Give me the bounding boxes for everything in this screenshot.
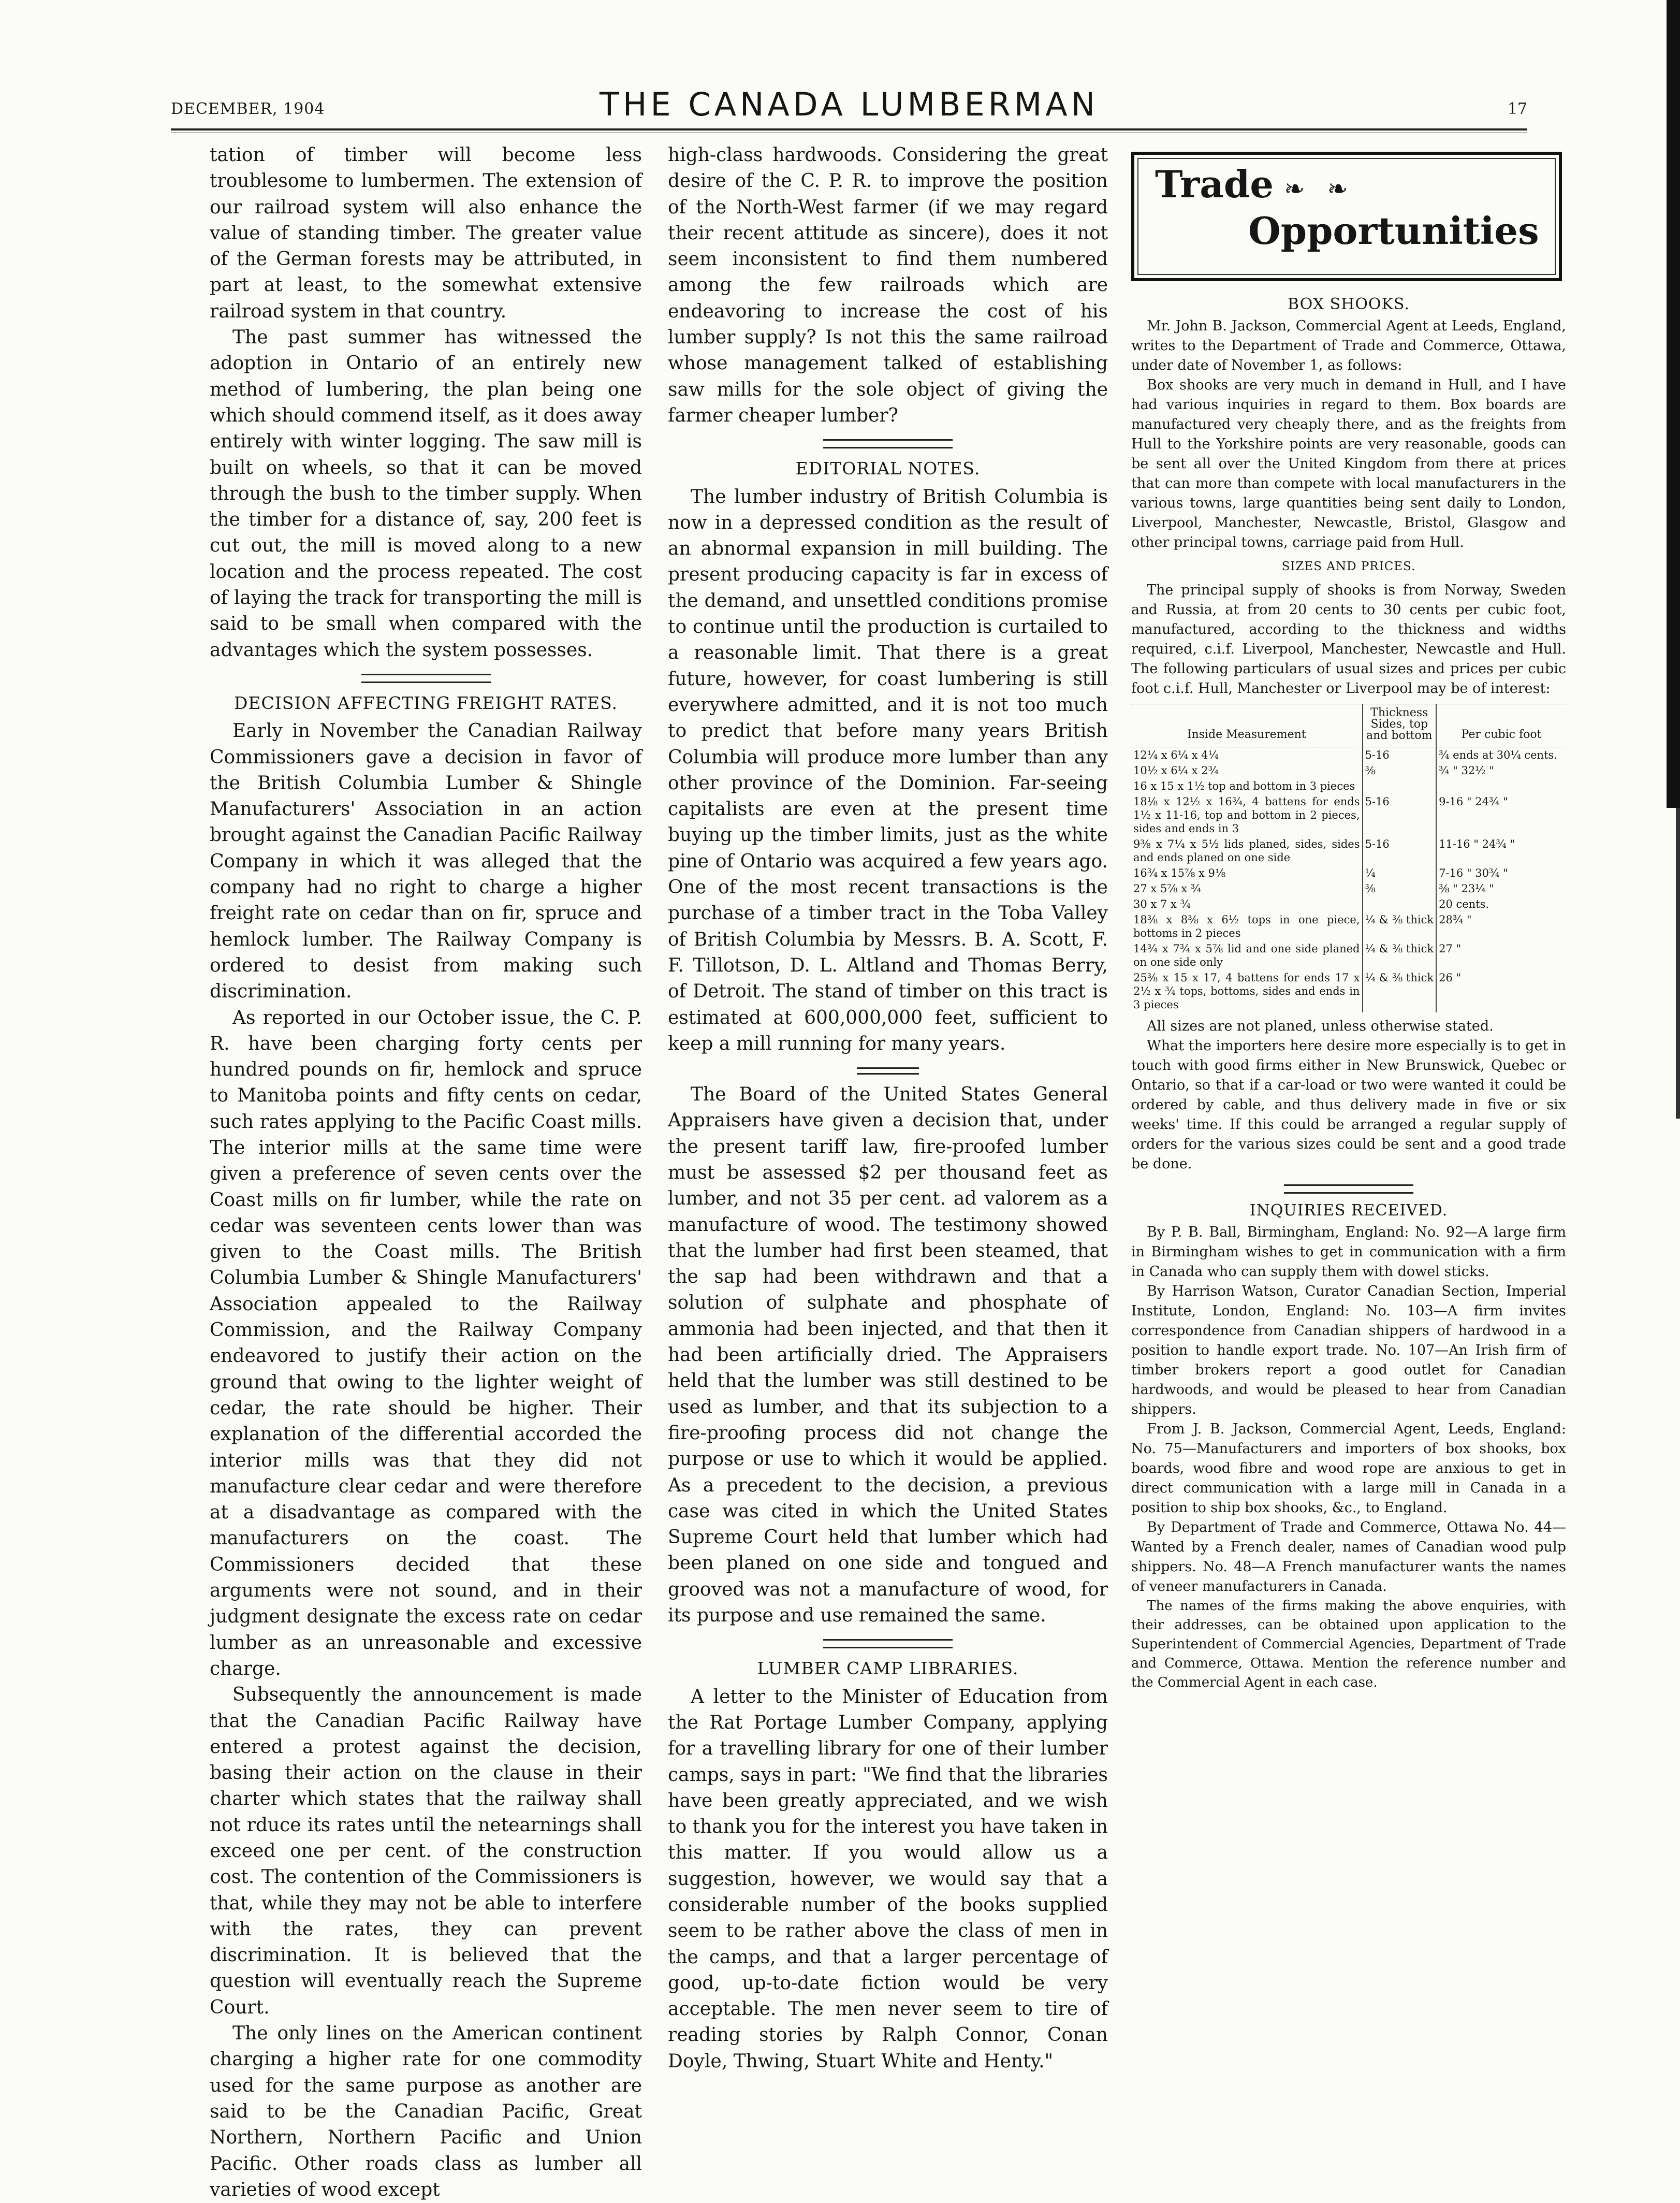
table-row xyxy=(1131,778,1566,794)
table-cell: 9-16 " 24¾ " xyxy=(1439,795,1508,808)
paragraph: All sizes are not planed, unless otherwise stated. xyxy=(1147,1018,1494,1034)
table-cell: 27 x 5⅞ x ¾ xyxy=(1133,882,1202,895)
table-cell xyxy=(1363,896,1437,912)
paragraph: The past summer has witnessed the adoption in Ontario of an entirely new method of lumbering, the plan being one which should commend itself, as it does away entirely with winter logging. The saw mill is built on wheels, so that it can be moved through the bush to the timber supply. When the timber for a distance of, say, 200 feet is cut out, the mill is moved along to a new location and the process repeated. The cost of laying the track for transporting the mill is said to be small when compared with the advantages which the system possesses. xyxy=(210,327,642,661)
paragraph: The lumber industry of British Columbia is now in a depressed condition as the result of an abnormal expansion in mill building. The present producing capacity is far in excess of the demand, and unsettled conditions promise to continue until the production is curtailed to a reasonable limit. That there is a great future, however, for coast lumbering is still everywhere admitted, and it is not too much to predict that before many years British Columbia will produce more lumber than any other province of the Dominion. Far-seeing capitalists are even at the present time buying up the timber limits, just as the white pine of Ontario was acquired a few years ago. One of the most recent transactions is the purchase of a timber tract in the Toba Valley of British Columbia by Messrs. B. A. Scott, F. F. Tillotson, D. L. Altland and Thomas Berry, of Detroit. The stand of timber on this tract is estimated at 600,000,000 feet, sufficient to keep a mill running for many years. xyxy=(668,486,1108,1054)
sizes-prices-table xyxy=(1131,704,1566,1012)
page-number: 17 xyxy=(1507,100,1527,118)
table-cell: ¼ & ⅜ thick xyxy=(1363,941,1437,970)
table-cell: 14¾ x 7¾ x 5⅞ lid and one side planed on one side only xyxy=(1133,943,1360,968)
table-cell: 30 x 7 x ¾ xyxy=(1133,898,1191,910)
column-3 xyxy=(1131,142,1566,1692)
sub-heading: SIZES AND PRICES. xyxy=(1281,560,1416,573)
table-row xyxy=(1131,794,1566,836)
table-row xyxy=(1131,970,1566,1012)
table-cell: 27 " xyxy=(1439,943,1462,955)
table-cell: 5-16 xyxy=(1363,836,1437,865)
table-row xyxy=(1131,896,1566,912)
table-cell: 5-16 xyxy=(1363,794,1437,836)
table-header-row xyxy=(1131,704,1566,747)
issue-date: DECEMBER, 1904 xyxy=(171,100,325,118)
table-cell: ¾ ends at 30¼ cents. xyxy=(1439,749,1557,761)
paragraph: By Harrison Watson, Curator Canadian Section, Imperial Institute, London, England: No. 103—A firm invites correspondence from Canadian shippers of hardwood in a position to handle export trade. No. 107—An Irish firm of timber brokers report a good outlet for Canadian hardwoods, and would be pleased to hear from Canadian shippers. xyxy=(1131,1283,1566,1417)
paragraph: The only lines on the American continent charging a higher rate for one commodity used for the same purpose as another are said to be the Canadian Pacific, Great Northern, Northern Pacific and Union Pacific. Other roads class as lumber all varieties of wood except xyxy=(210,2023,642,2200)
table-cell: 12¼ x 6¼ x 4¼ xyxy=(1133,749,1219,761)
paragraph: The principal supply of shooks is from Norway, Sweden and Russia, at from 20 cents to 30 cents per cubic foot, manufactured, according to the thickness and widths required, c.i.f. Liverpool, Manchester, Newcastle and Hull. The following particulars of usual sizes and prices per cubic foot c.i.f. Hull, Manchester or Liverpool may be of interest: xyxy=(1131,582,1566,697)
paragraph: The Board of the United States General Appraisers have given a decision that, under the present tariff law, fire-proofed lumber must be assessed $2 per thousand feet as lumber, and not 35 per cent. ad valorem as a manufacture of wood. The testimony showed that the lumber had first been steamed, that the sap had been withdrawn and that a solution of sulphate and phosphate of ammonia had been injected, and that then it had been artificially dried. The Appraisers held that the lumber was still destined to be used as lumber, and that its subjection to a fire-proofing process did not change the purpose or use to which it would be applied. As a precedent to the decision, a previous case was cited in which the United States Supreme Court held that lumber which had been planed on one side and tongued and grooved was not a manufacture of wood, for its purpose and use remained the same. xyxy=(668,1084,1108,1627)
table-row xyxy=(1131,763,1566,778)
table-row xyxy=(1131,912,1566,941)
table-cell xyxy=(1436,778,1566,794)
table-cell: 11-16 " 24¾ " xyxy=(1439,838,1515,850)
table-cell: 18⅜ x 8⅜ x 6½ tops in one piece, bottoms in 2 pieces xyxy=(1133,914,1360,939)
table-cell: ¼ & ⅜ thick xyxy=(1363,970,1437,1012)
column-2 xyxy=(668,142,1108,2075)
table-row xyxy=(1131,747,1566,763)
banner-title-line-2: Opportunities xyxy=(1248,209,1539,253)
paragraph: By Department of Trade and Commerce, Ottawa No. 44—Wanted by a French dealer, names of Canadian wood pulp shippers. No. 48—A French manufacturer wants the names of veneer manufacturers in Canada. xyxy=(1131,1519,1566,1595)
masthead-title: THE CANADA LUMBERMAN xyxy=(599,85,1099,123)
column-1 xyxy=(210,142,642,2203)
table-cell: 9⅜ x 7¼ x 5½ lids planed, sides, sides and ends planed on one side xyxy=(1133,838,1360,864)
table-row xyxy=(1131,881,1566,896)
paragraph: tation of timber will become less troublesome to lumbermen. The extension of our railroad system will also enhance the value of standing timber. The greater value of the German forests may be attributed, in part at least, to the somewhat extensive railroad system in that country. xyxy=(210,144,642,322)
table-cell: ⅜ xyxy=(1363,881,1437,896)
ornament-icon: ❧ ❧ xyxy=(1284,175,1355,204)
table-cell: 7-16 " 30¾ " xyxy=(1439,867,1508,879)
table-cell: 28¾ " xyxy=(1439,914,1472,926)
table-cell: ¾ " 32½ " xyxy=(1439,764,1494,777)
page-header xyxy=(171,85,1527,127)
paragraph: What the importers here desire more especially is to get in touch with good firms either in New Brunswick, Quebec or Ontario, so that if a car-load or two were wanted it could be ordered by cable, and thus delivery made in five or six weeks' time. If this could be arranged a regular supply of orders for the various sizes could be sent and a good trade be done. xyxy=(1131,1038,1566,1172)
table-cell: ⅜ xyxy=(1363,763,1437,778)
paragraph: Box shooks are very much in demand in Hull, and I have had various inquiries in regard to them. Box boards are manufactured very cheaply there, and as the freights from Hull to the Yorkshire points are very reasonable, goods can be sent all over the United Kingdom from there at prices that can more than compete with local manufacturers in the various towns, large quantities being sent daily to London, Liverpool, Manchester, Newcastle, Bristol, Glasgow and other principal towns, carriage paid from Hull. xyxy=(1131,377,1566,550)
section-heading: LUMBER CAMP LIBRARIES. xyxy=(757,1658,1019,1679)
table-cell: 25⅜ x 15 x 17, 4 battens for ends 17 x 2½ x ¾ tops, bottoms, sides and ends in 3 pieces xyxy=(1133,972,1360,1011)
table-cell: 18⅛ x 12½ x 16¾, 4 battens for ends 1½ x 11-16, top and bottom in 2 pieces, sides and ends in 3 xyxy=(1133,795,1360,835)
table-cell: 26 " xyxy=(1439,972,1462,984)
section-heading: INQUIRIES RECEIVED. xyxy=(1249,1201,1448,1220)
table-cell xyxy=(1363,778,1437,794)
table-cell: 20 cents. xyxy=(1439,898,1489,910)
paragraph: The names of the firms making the above enquiries, with their addresses, can be obtained upon application to the Superintendent of Commercial Agencies, Department of Trade and Commerce, Ottawa. Mention the reference number and the Commercial Agent in each case. xyxy=(1131,1598,1566,1690)
table-row xyxy=(1131,941,1566,970)
header-rule xyxy=(171,128,1527,131)
scan-edge-bar xyxy=(1667,0,1680,808)
column-header: Per cubic foot xyxy=(1436,704,1566,747)
table-cell: ⅜ " 23¼ " xyxy=(1439,882,1494,895)
paragraph: By P. B. Ball, Birmingham, England: No. 92—A large firm in Birmingham wishes to get in communication with a firm in Canada who can supply them with dowel sticks. xyxy=(1131,1224,1566,1280)
section-heading: BOX SHOOKS. xyxy=(1288,295,1410,313)
paragraph: Subsequently the announcement is made that the Canadian Pacific Railway have entered a protest against the decision, basing their action on the clause in their charter which states that the railway shall not rduce its rates until the netearnings shall exceed one per cent. of the construction cost. The contention of the Commissioners is that, while they may not be able to interfere with the rates, they can prevent discrimination. It is believed that the question will eventually reach the Supreme Court. xyxy=(210,1684,642,2018)
table-cell: 10½ x 6¼ x 2¾ xyxy=(1133,764,1219,777)
table-cell: 5-16 xyxy=(1363,747,1437,763)
table-row xyxy=(1131,836,1566,865)
section-separator xyxy=(1284,1184,1413,1194)
trade-opportunities-banner xyxy=(1131,152,1562,281)
section-separator xyxy=(823,439,953,448)
section-separator xyxy=(361,674,491,683)
table-cell: 16 x 15 x 1½ top and bottom in 3 pieces xyxy=(1133,780,1355,792)
section-heading: DECISION AFFECTING FREIGHT RATES. xyxy=(233,692,618,713)
section-separator xyxy=(857,1067,919,1075)
paragraph: As reported in our October issue, the C. P. R. have been charging forty cents per hundred pounds on fir, hemlock and spruce to Manitoba points and fifty cents on cedar, such rates applying to the Pacific Coast mills. The interior mills at the same time were given a preference of seven cents over the Coast mills on fir lumber, while the rate on cedar was seventeen cents lower than was given to the Coast mills. The British Columbia Lumber & Shingle Manufacturers' Association appealed to the Railway Commission, and the Railway Company endeavored to justify their action on the ground that owing to the lighter weight of cedar, the rate should be higher. Their explanation of the differential accorded the interior mills was that they did not manufacture clear cedar and were therefore at a disadvantage as compared with the manufacturers on the coast. The Commissioners decided that these arguments were not sound, and in their judgment designate the excess rate on cedar lumber as an unreasonable and excessive charge. xyxy=(210,1007,642,1679)
paragraph: A letter to the Minister of Education from the Rat Portage Lumber Company, applying for a travelling library for one of their lumber camps, says in part: "We find that the libraries have been greatly appreciated, and we wish to thank you for the interest you have taken in this matter. If you would allow us a suggestion, however, we would say that a considerable number of the books supplied seem to be rather above the class of men in the camps, and that a larger percentage of good, up-to-date fiction would be very acceptable. The men never seem to tire of reading stories by Ralph Connor, Conan Doyle, Thwing, Stuart White and Henty." xyxy=(668,1686,1108,2072)
column-header: Thickness Sides, top and bottom xyxy=(1363,704,1437,747)
table-cell: ¼ & ⅜ thick xyxy=(1363,912,1437,941)
paragraph: Early in November the Canadian Railway Commissioners gave a decision in favor of the British Columbia Lumber & Shingle Manufacturers' Association in an action brought against the Canadian Pacific Railway Company in which it was alleged that the company had no right to charge a higher freight rate on cedar than on fir, spruce and hemlock lumber. The Railway Company is ordered to desist from making such discrimination. xyxy=(210,720,642,1003)
table-cell: 16¾ x 15⅞ x 9⅛ xyxy=(1133,867,1226,879)
banner-title-line-1: Trade ❧ ❧ xyxy=(1155,162,1355,206)
table-cell: ¼ xyxy=(1363,865,1437,881)
column-header: Inside Measurement xyxy=(1131,704,1363,747)
section-separator xyxy=(823,1639,953,1648)
paragraph: high-class hardwoods. Considering the great desire of the C. P. R. to improve the position of the North-West farmer (if we may regard their recent attitude as sincere), does it not seem inconsistent to find them numbered among the few railroads which are endeavoring to increase the cost of his lumber supply? Is not this the same railroad whose management talked of establishing saw mills for the sole object of giving the farmer cheaper lumber? xyxy=(668,144,1108,426)
table-row xyxy=(1131,865,1566,881)
paragraph: Mr. John B. Jackson, Commercial Agent at Leeds, England, writes to the Department of Trade and Commerce, Ottawa, under date of November 1, as follows: xyxy=(1131,318,1566,373)
paragraph: From J. B. Jackson, Commercial Agent, Leeds, England: No. 75—Manufacturers and importers of box shooks, box boards, wood fibre and wood rope are anxious to get in direct communication with a large mill in Canada in a position to ship box shooks, &c., to England. xyxy=(1131,1421,1566,1516)
scan-edge-bar-lower xyxy=(1676,808,1680,1119)
section-heading: EDITORIAL NOTES. xyxy=(795,458,981,479)
